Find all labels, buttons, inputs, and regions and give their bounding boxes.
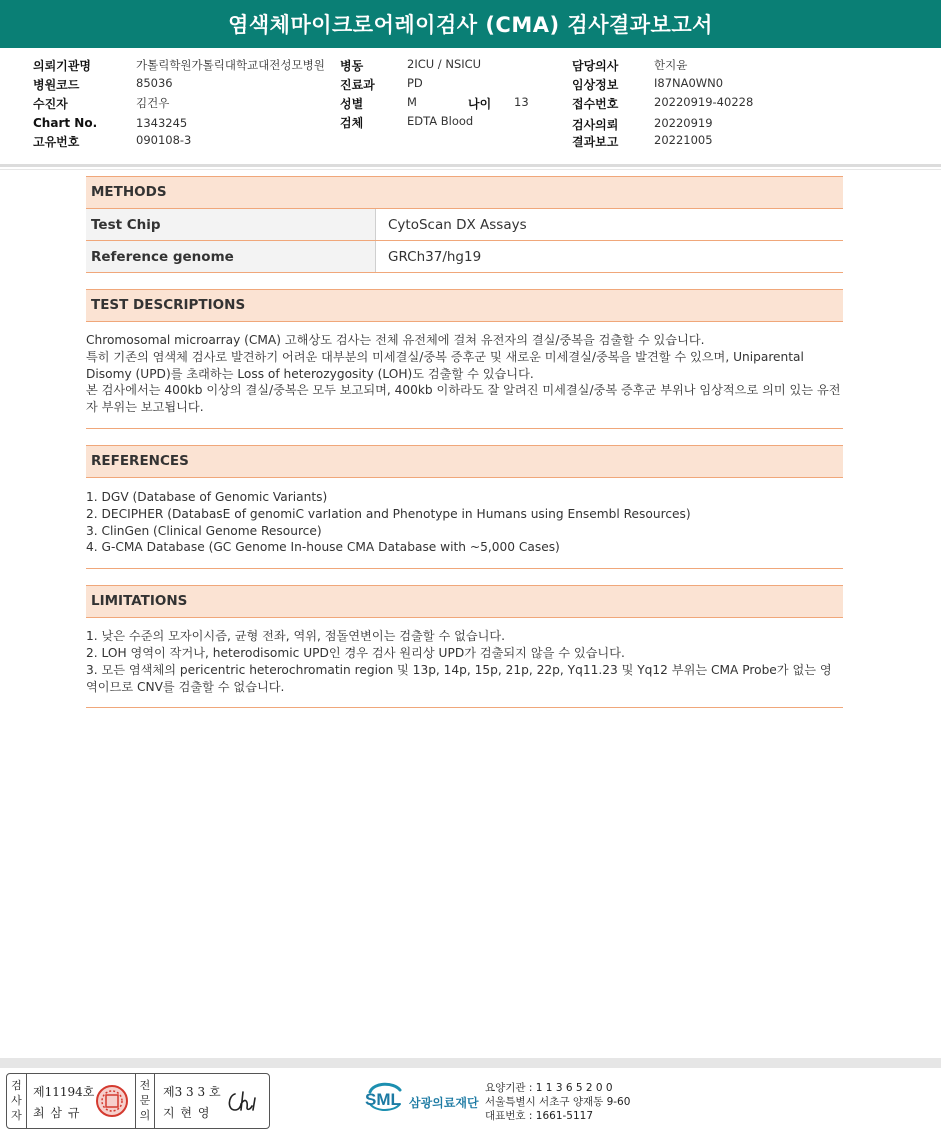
examiner-number: 제11194호: [33, 1085, 95, 1099]
examiner-label: 검사자: [7, 1074, 27, 1128]
unique-value: 090108-3: [136, 133, 192, 147]
list-item: 3. 모든 염색체의 pericentric heterochromatin region 및 13p, 14p, 15p, 21p, 22p, Yq11.23 및 Yq12 부위는 CMA Probe가 없는 영역이므로 CNV를 검출할 수 없습니다.: [86, 662, 832, 694]
org-contact: [485, 1081, 630, 1123]
specialist-name: 지 현 영: [163, 1106, 211, 1120]
dept-value: PD: [407, 76, 423, 90]
report-title: 염색체마이크로어레이검사 (CMA) 검사결과보고서: [0, 0, 941, 48]
clinical-value: I87NA0WN0: [654, 76, 724, 90]
doctor-label: 담당의사: [572, 59, 619, 73]
report-value: 20221005: [654, 133, 713, 147]
chart-value: 1343245: [136, 116, 188, 130]
description-line: 본 검사에서는 400kb 이상의 결실/중복은 모두 보고되며, 400kb 이하라도 잘 알려진 미세결실/중복 증후군 부위나 임상적으로 의미 있는 유전자 부위는 보고됩니다.: [86, 383, 841, 415]
hospital-code-value: 85036: [136, 76, 173, 90]
patient-label: 수진자: [33, 97, 68, 111]
receipt-label: 접수번호: [572, 97, 619, 111]
doctor-value: 한지윤: [654, 58, 688, 72]
references-list: [86, 478, 843, 568]
org-phone: 대표번호 : 1661-5117: [485, 1110, 594, 1122]
specimen-label: 검체: [340, 116, 364, 130]
signature-icon: [225, 1088, 263, 1116]
list-item: 3. ClinGen (Clinical Genome Resource): [86, 523, 322, 538]
institution-value: 가톨릭학원가톨릭대학교대전성모병원: [136, 58, 325, 72]
divider-thin: [0, 169, 941, 170]
list-item: 1. 낮은 수준의 모자이시즘, 균형 전좌, 역위, 점돌연변이는 검출할 수 없습니다.: [86, 629, 506, 644]
request-label: 검사의뢰: [572, 118, 619, 132]
dept-label: 진료과: [340, 78, 375, 92]
unique-label: 고유번호: [33, 135, 80, 149]
descriptions-heading: TEST DESCRIPTIONS: [86, 289, 843, 322]
age-label: 나이: [468, 97, 492, 111]
description-line: 특히 기존의 염색체 검사로 발견하기 어려운 대부분의 미세결실/중복 증후군 및 새로운 미세결실/중복을 발견할 수 있으며, Uniparental Disomy (UPD)를 초래하는 Loss of heterozygosity (LOH)도 검출할 수 있습니다.: [86, 349, 804, 381]
sex-label: 성별: [340, 97, 364, 111]
limitations-heading: LIMITATIONS: [86, 585, 843, 618]
list-item: 4. G-CMA Database (GC Genome In-house CMA Database with ~5,000 Cases): [86, 540, 560, 555]
section-divider: [86, 707, 843, 708]
specimen-value: EDTA Blood: [407, 114, 474, 128]
report-body: [86, 176, 843, 708]
divider: [0, 164, 941, 167]
methods-heading: METHODS: [86, 176, 843, 209]
ward-label: 병동: [340, 59, 364, 73]
seal-icon: [95, 1084, 129, 1118]
hospital-code-label: 병원코드: [33, 78, 80, 92]
org-address: 서울특별시 서초구 양재동 9-60: [485, 1096, 631, 1108]
specialist-number: 제3 3 3 호: [163, 1085, 221, 1099]
table-row: [86, 209, 843, 241]
patient-info: [0, 52, 941, 164]
reference-genome-label: Reference genome: [86, 241, 376, 273]
request-value: 20220919: [654, 116, 713, 130]
report-label: 결과보고: [572, 135, 619, 149]
specialist-label: 전문의: [135, 1074, 155, 1128]
test-chip-label: Test Chip: [86, 209, 376, 241]
table-row: [86, 241, 843, 273]
patient-value: 김건우: [136, 96, 170, 110]
list-item: 2. LOH 영역이 작거나, heterodisomic UPD인 경우 검사 원리상 UPD가 검출되지 않을 수 있습니다.: [86, 645, 625, 660]
org-abbr: SML: [365, 1090, 401, 1109]
limitations-list: [86, 618, 843, 707]
ward-value: 2ICU / NSICU: [407, 57, 482, 71]
care-number: 요양기관 : 1 1 3 6 5 2 0 0: [485, 1082, 613, 1094]
org-name: 삼광의료재단: [409, 1096, 479, 1110]
sex-value: M: [407, 95, 417, 109]
references-heading: REFERENCES: [86, 445, 843, 478]
chart-label: Chart No.: [33, 116, 98, 130]
clinical-label: 임상정보: [572, 78, 619, 92]
descriptions-text: [86, 322, 843, 428]
age-value: 13: [514, 95, 529, 109]
signature-box: [6, 1073, 270, 1129]
examiner-name: 최 삼 규: [33, 1106, 81, 1120]
list-item: 1. DGV (Database of Genomic Variants): [86, 489, 328, 504]
footer-band: [0, 1058, 941, 1068]
institution-label: 의뢰기관명: [33, 59, 91, 73]
description-line: Chromosomal microarray (CMA) 고해상도 검사는 전체 유전체에 걸쳐 유전자의 결실/중복을 검출할 수 있습니다.: [86, 333, 705, 347]
methods-table: [86, 209, 843, 273]
test-chip-value: CytoScan DX Assays: [376, 209, 844, 241]
reference-genome-value: GRCh37/hg19: [376, 241, 844, 273]
list-item: 2. DECIPHER (DatabasE of genomiC varIation and Phenotype in Humans using Ensembl Resources): [86, 506, 691, 521]
receipt-value: 20220919-40228: [654, 95, 754, 109]
